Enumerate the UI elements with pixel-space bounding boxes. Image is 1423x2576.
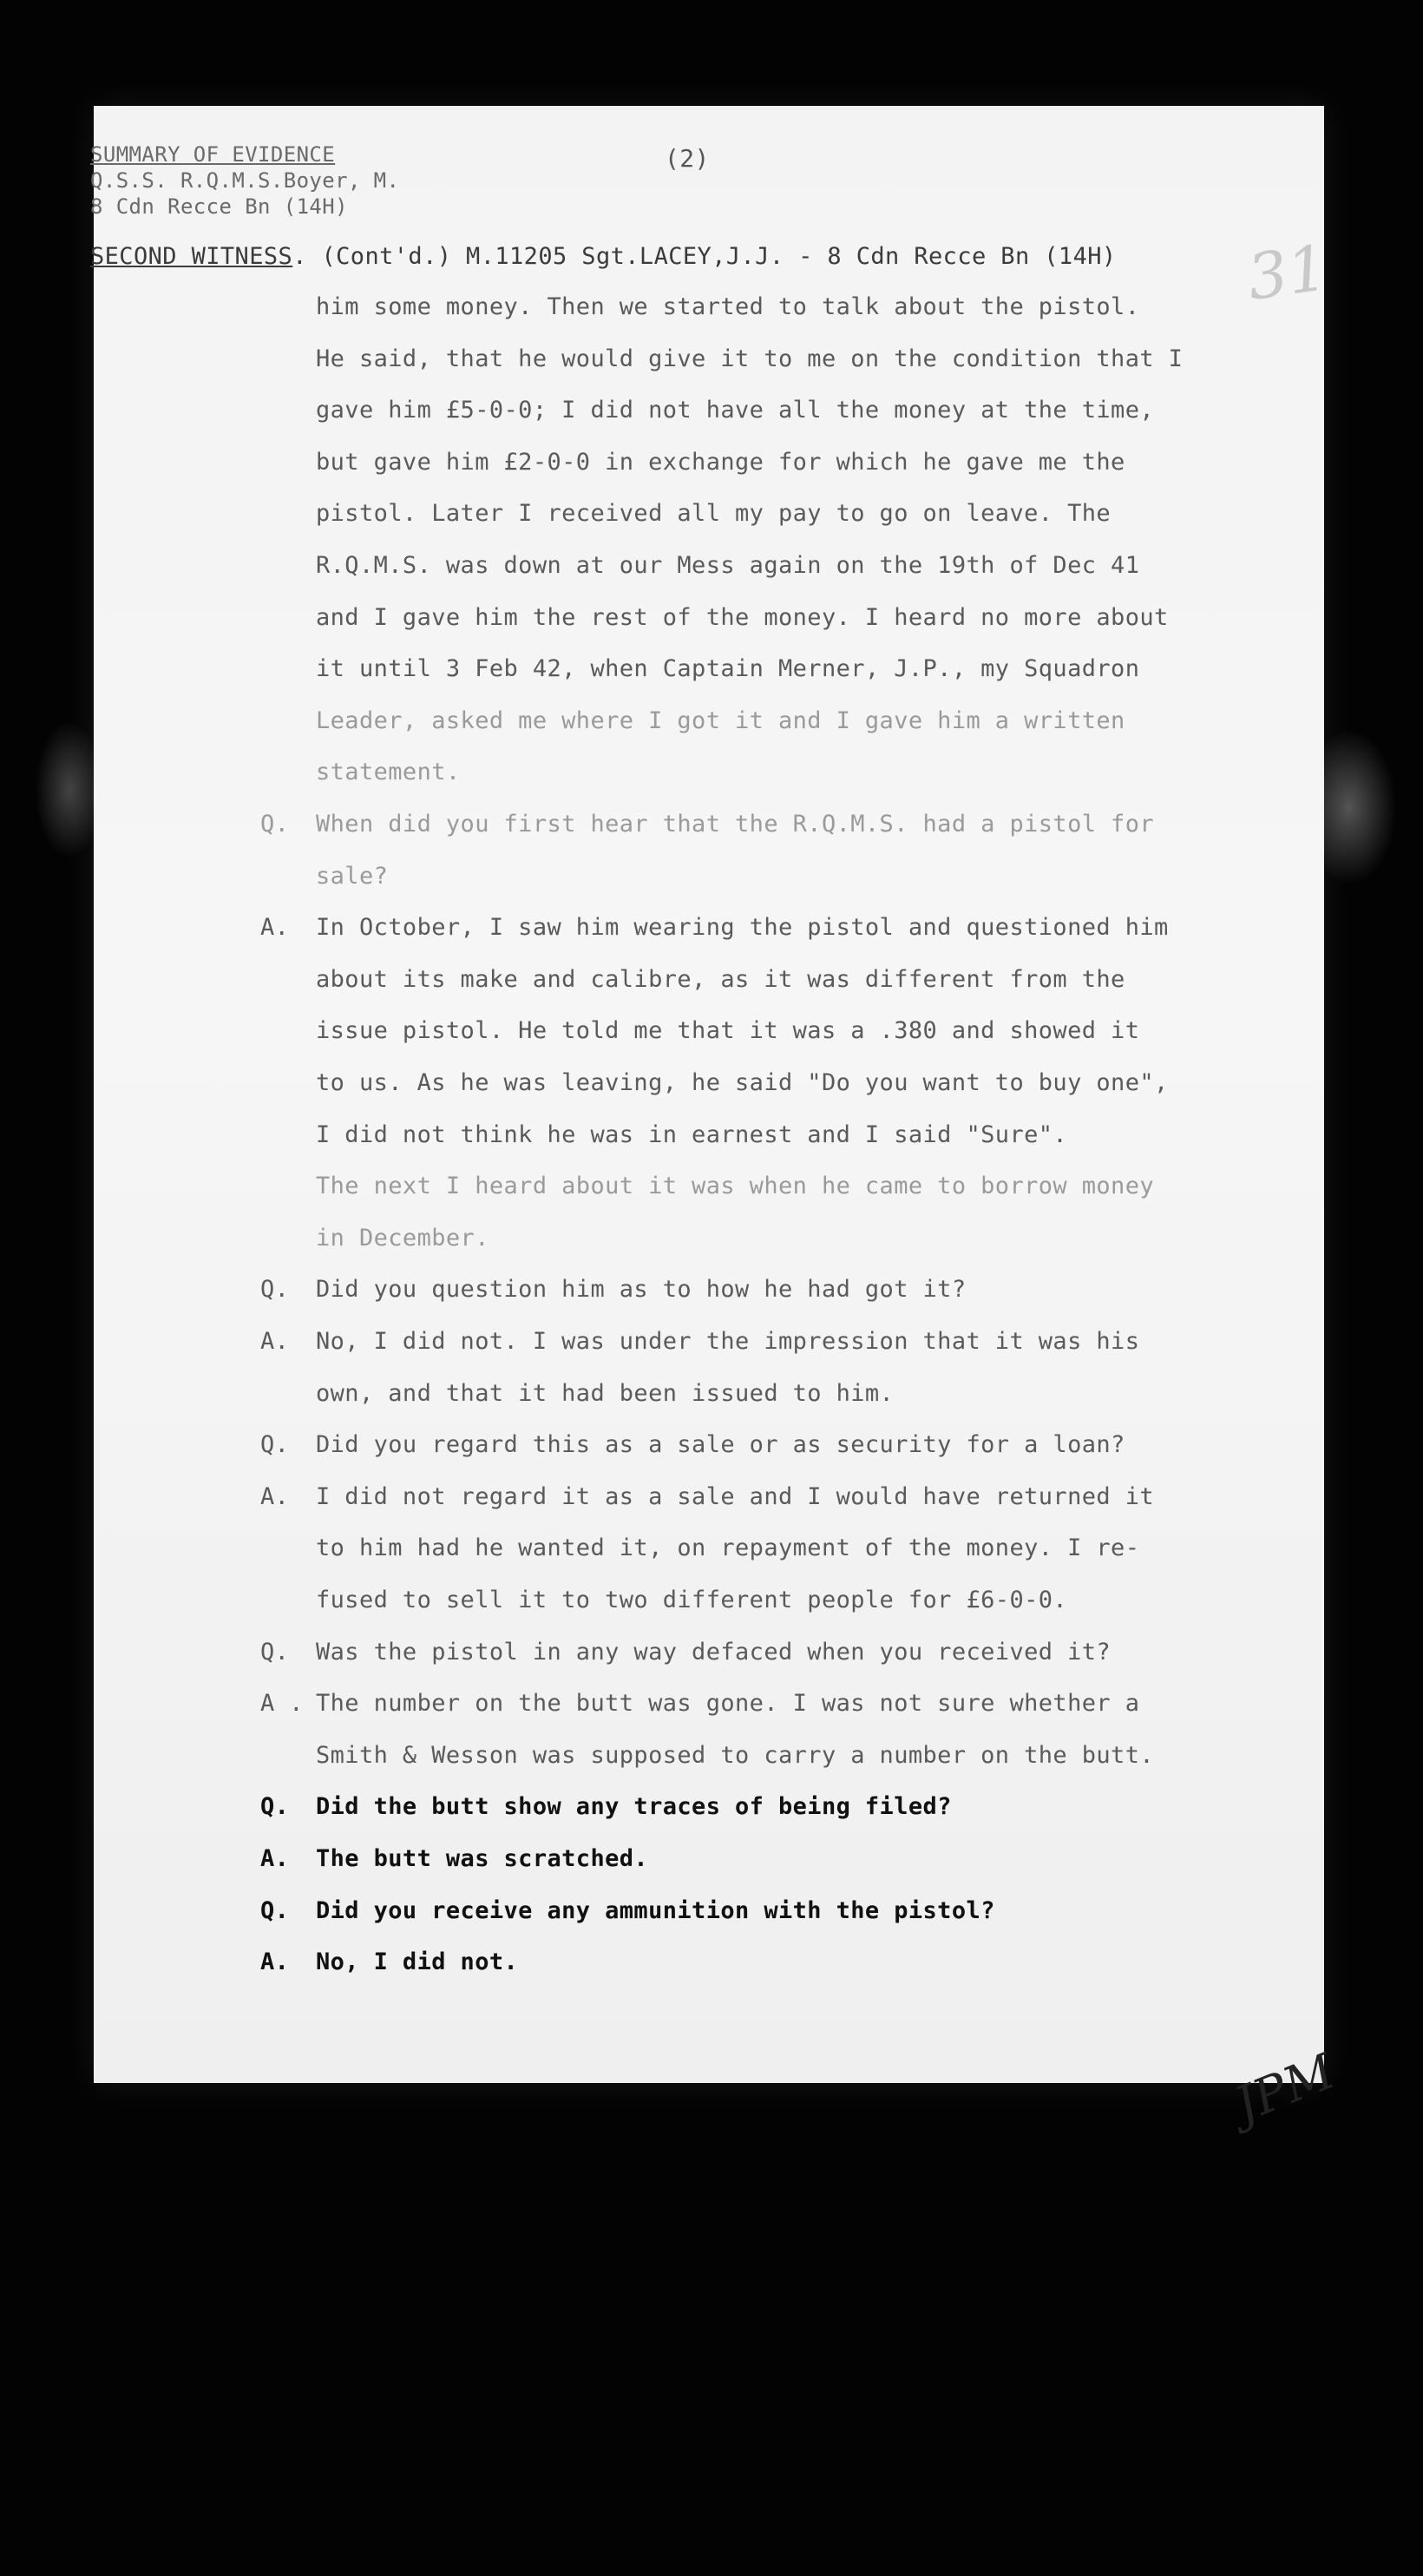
question-marker: Q. — [260, 1431, 290, 1458]
testimony-text: No, I did not. I was under the impression that it was his — [316, 1328, 1140, 1355]
accused-name: Q.S.S. R.Q.M.S.Boyer, M. — [90, 168, 400, 193]
testimony-text: The number on the butt was gone. I was not sure whether a — [316, 1690, 1140, 1717]
question-marker: Q. — [260, 1897, 290, 1924]
testimony-text: No, I did not. — [316, 1948, 519, 1975]
testimony-text: pistol. Later I received all my pay to go on leave. The — [316, 500, 1112, 527]
testimony-text: The next I heard about it was when he came to borrow money — [316, 1173, 1155, 1199]
answer-marker: A. — [260, 1328, 290, 1355]
page-number: (2) — [665, 144, 710, 173]
testimony-text: I did not regard it as a sale and I would have returned it — [316, 1483, 1155, 1510]
answer-marker: A. — [260, 1948, 290, 1975]
testimony-text: The butt was scratched. — [316, 1845, 649, 1872]
testimony-text: Was the pistol in any way defaced when you received it? — [316, 1639, 1112, 1666]
testimony-text: Smith & Wesson was supposed to carry a number on the butt. — [316, 1742, 1155, 1769]
question-marker: Q. — [260, 1793, 290, 1820]
testimony-text: gave him £5-0-0; I did not have all the money at the time, — [316, 397, 1155, 424]
answer-marker: A . — [260, 1690, 304, 1717]
testimony-text: sale? — [316, 863, 389, 890]
testimony-text: own, and that it had been issued to him. — [316, 1380, 895, 1407]
witness-label: SECOND WITNESS — [90, 243, 293, 270]
testimony-text: about its make and calibre, as it was different from the — [316, 966, 1125, 993]
folio-number: 31 — [1243, 231, 1333, 314]
testimony-text: Leader, asked me where I got it and I gave him a written — [316, 707, 1125, 734]
testimony-text: and I gave him the rest of the money. I heard no more about — [316, 604, 1169, 631]
testimony-text: Did you question him as to how he had got it? — [316, 1276, 967, 1303]
testimony-text: in December. — [316, 1225, 489, 1252]
answer-marker: A. — [260, 1845, 290, 1872]
testimony-text: Did the butt show any traces of being filed? — [316, 1793, 952, 1820]
testimony-text: issue pistol. He told me that it was a .380 and showed it — [316, 1017, 1140, 1044]
testimony-text: I did not think he was in earnest and I said "Sure". — [316, 1121, 1068, 1148]
testimony-text: fused to sell it to two different people for £6-0-0. — [316, 1587, 1068, 1613]
witness-heading — [90, 243, 1117, 270]
document-page — [90, 106, 1343, 2134]
testimony-text: to us. As he was leaving, he said "Do you want to buy one", — [316, 1069, 1169, 1096]
question-marker: Q. — [260, 811, 290, 838]
answer-marker: A. — [260, 1483, 290, 1510]
testimony-text: but gave him £2-0-0 in exchange for which he gave me the — [316, 449, 1125, 476]
document-title: SUMMARY OF EVIDENCE — [90, 142, 336, 167]
testimony-text: it until 3 Feb 42, when Captain Merner, J.P., my Squadron — [316, 655, 1140, 682]
accused-unit: 8 Cdn Recce Bn (14H) — [90, 194, 348, 219]
testimony-text: Did you receive any ammunition with the pistol? — [316, 1897, 995, 1924]
testimony-text: Did you regard this as a sale or as security for a loan? — [316, 1431, 1125, 1458]
question-marker: Q. — [260, 1639, 290, 1666]
question-marker: Q. — [260, 1276, 290, 1303]
handwritten-initials: JPM — [1227, 2043, 1343, 2134]
testimony-text: R.Q.M.S. was down at our Mess again on the 19th of Dec 41 — [316, 552, 1140, 579]
witness-line: . (Cont'd.) M.11205 Sgt.LACEY,J.J. - 8 Cdn Recce Bn (14H) — [292, 243, 1117, 270]
testimony-text: He said, that he would give it to me on the condition that I — [316, 345, 1184, 372]
testimony-text: In October, I saw him wearing the pistol and questioned him — [316, 914, 1169, 941]
testimony-text: to him had he wanted it, on repayment of the money. I re- — [316, 1534, 1140, 1561]
testimony-text: When did you first hear that the R.Q.M.S. had a pistol for — [316, 811, 1155, 838]
answer-marker: A. — [260, 914, 290, 941]
testimony-text: statement. — [316, 759, 461, 785]
testimony-text: him some money. Then we started to talk about the pistol. — [316, 293, 1140, 320]
